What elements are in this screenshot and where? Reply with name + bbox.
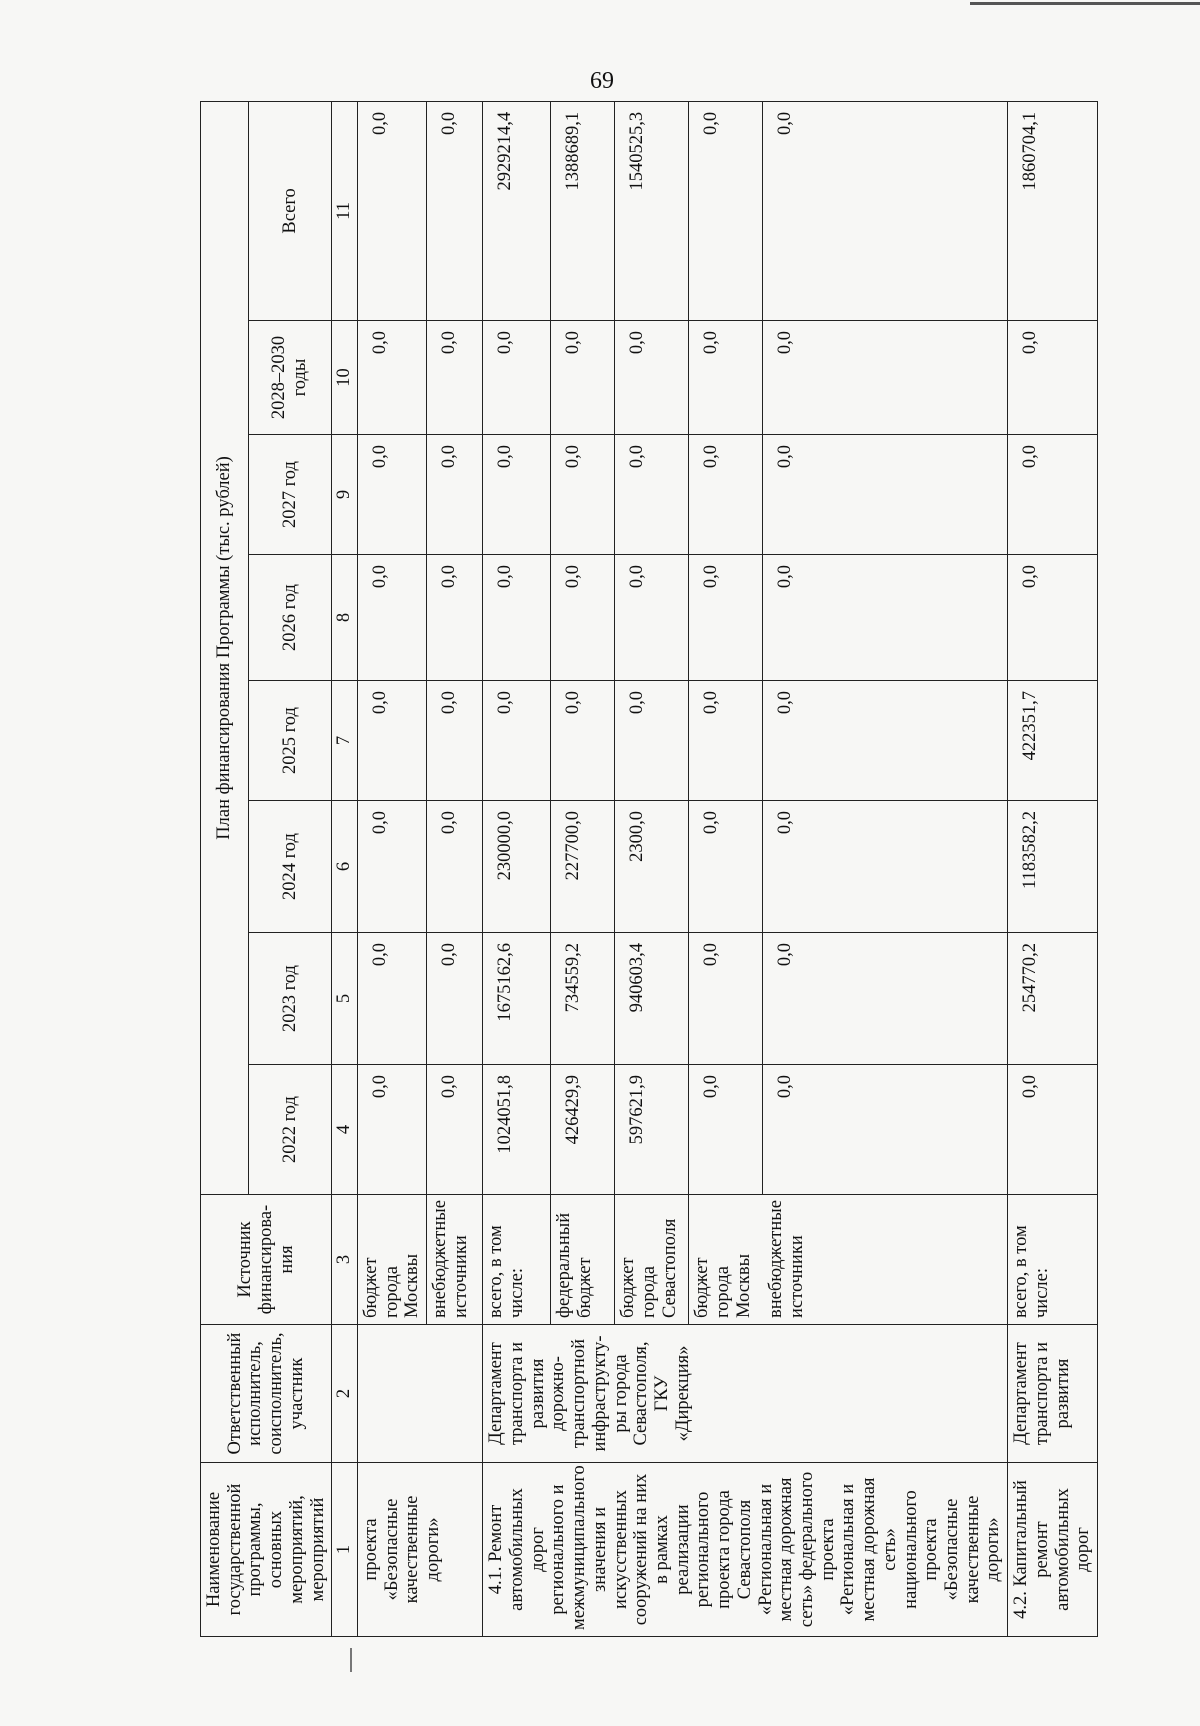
- value-cell: 2929214,4: [483, 101, 551, 320]
- program-name: 4.1. Ремонт автомобильных дорог регионального и межмуниципального значения и искусственных сооружений на них в рамках реализации регионального проекта города Севастополя «Региональная и местная дорожная сеть» федерального проекта «Региональная и местная дорожная сеть» национального проекта «Безопасные качественные дороги»: [483, 1463, 1008, 1637]
- value-cell: 0,0: [483, 555, 551, 681]
- col-index: 7: [332, 681, 358, 801]
- value-cell: 0,0: [689, 435, 763, 555]
- value-cell: 0,0: [615, 321, 689, 435]
- value-cell: 0,0: [615, 681, 689, 801]
- value-cell: 0,0: [615, 435, 689, 555]
- col-index: 6: [332, 801, 358, 933]
- rotated-table-container: [200, 102, 1200, 1637]
- value-cell: 1183582,2: [1008, 801, 1098, 933]
- header-source: Источник финансирова-ния: [201, 1195, 332, 1325]
- value-cell: 0,0: [483, 681, 551, 801]
- col-index: 1: [332, 1463, 358, 1637]
- table-row: [358, 101, 427, 1636]
- header-year-2025: 2025 год: [248, 681, 332, 801]
- value-cell: 0,0: [762, 801, 1007, 933]
- value-cell: 0,0: [689, 101, 763, 320]
- value-cell: 0,0: [483, 321, 551, 435]
- value-cell: 422351,7: [1008, 681, 1098, 801]
- source: внебюджетные источники: [762, 1195, 1007, 1325]
- source: всего, в том числе:: [483, 1195, 551, 1325]
- value-cell: 0,0: [615, 555, 689, 681]
- value-cell: 0,0: [427, 1065, 483, 1195]
- value-cell: 0,0: [427, 321, 483, 435]
- value-cell: 230000,0: [483, 801, 551, 933]
- value-cell: 0,0: [358, 933, 427, 1065]
- table-row: [1008, 101, 1098, 1636]
- value-cell: 1540525,3: [615, 101, 689, 320]
- col-index: 5: [332, 933, 358, 1065]
- value-cell: 2300,0: [615, 801, 689, 933]
- value-cell: 0,0: [358, 801, 427, 933]
- financing-plan-table: [200, 101, 1098, 1637]
- header-executor: Ответственный исполнитель, соисполнитель, участник: [201, 1325, 332, 1463]
- col-index: 4: [332, 1065, 358, 1195]
- col-index: 11: [332, 101, 358, 320]
- value-cell: 0,0: [358, 101, 427, 320]
- value-cell: 0,0: [427, 681, 483, 801]
- value-cell: 0,0: [689, 321, 763, 435]
- value-cell: 254770,2: [1008, 933, 1098, 1065]
- source: федеральный бюджет: [551, 1195, 615, 1325]
- value-cell: 0,0: [1008, 555, 1098, 681]
- header-year-2028-2030: 2028–2030 годы: [248, 321, 332, 435]
- column-index-row: [332, 101, 358, 1636]
- value-cell: 0,0: [762, 1065, 1007, 1195]
- value-cell: 0,0: [358, 1065, 427, 1195]
- value-cell: 0,0: [689, 801, 763, 933]
- value-cell: 0,0: [358, 555, 427, 681]
- value-cell: 0,0: [689, 933, 763, 1065]
- value-cell: 0,0: [358, 681, 427, 801]
- value-cell: 0,0: [551, 681, 615, 801]
- header-total: Всего: [248, 101, 332, 320]
- source: бюджет города Москвы: [689, 1195, 763, 1325]
- header-name: Наименование государственной программы, основных мероприятий, мероприятий: [201, 1463, 332, 1637]
- value-cell: 0,0: [1008, 1065, 1098, 1195]
- page-number: 69: [590, 68, 614, 94]
- source: всего, в том числе:: [1008, 1195, 1098, 1325]
- executor: Департамент транспорта и развития дорожно-транспортной инфраструкту-ры города Севастополя, ГКУ «Дирекция»: [483, 1325, 1008, 1463]
- header-row-1: [201, 101, 249, 1636]
- value-cell: 0,0: [689, 681, 763, 801]
- executor: Департамент транспорта и развития: [1008, 1325, 1098, 1463]
- value-cell: 0,0: [762, 101, 1007, 320]
- scan-edge-line: [970, 2, 1200, 5]
- value-cell: 0,0: [762, 555, 1007, 681]
- header-year-2026: 2026 год: [248, 555, 332, 681]
- value-cell: 940603,4: [615, 933, 689, 1065]
- value-cell: 0,0: [427, 435, 483, 555]
- value-cell: 0,0: [1008, 435, 1098, 555]
- col-index: 3: [332, 1195, 358, 1325]
- value-cell: 1388689,1: [551, 101, 615, 320]
- value-cell: 0,0: [762, 681, 1007, 801]
- value-cell: 0,0: [551, 435, 615, 555]
- value-cell: 0,0: [689, 1065, 763, 1195]
- header-year-2022: 2022 год: [248, 1065, 332, 1195]
- source: бюджет города Севастополя: [615, 1195, 689, 1325]
- value-cell: 0,0: [427, 933, 483, 1065]
- source: внебюджетные источники: [427, 1195, 483, 1325]
- scan-artifact: [350, 1648, 352, 1672]
- value-cell: 1860704,1: [1008, 101, 1098, 320]
- value-cell: 0,0: [427, 801, 483, 933]
- value-cell: 0,0: [762, 435, 1007, 555]
- value-cell: 0,0: [551, 321, 615, 435]
- col-index: 2: [332, 1325, 358, 1463]
- value-cell: 426429,9: [551, 1065, 615, 1195]
- value-cell: 0,0: [358, 321, 427, 435]
- header-year-2023: 2023 год: [248, 933, 332, 1065]
- value-cell: 1024051,8: [483, 1065, 551, 1195]
- value-cell: 0,0: [762, 933, 1007, 1065]
- value-cell: 597621,9: [615, 1065, 689, 1195]
- value-cell: 0,0: [762, 321, 1007, 435]
- value-cell: 0,0: [689, 555, 763, 681]
- value-cell: 0,0: [358, 435, 427, 555]
- col-index: 10: [332, 321, 358, 435]
- col-index: 8: [332, 555, 358, 681]
- header-year-2027: 2027 год: [248, 435, 332, 555]
- value-cell: 734559,2: [551, 933, 615, 1065]
- header-plan: План финансирования Программы (тыс. рублей): [201, 101, 249, 1194]
- value-cell: 0,0: [427, 101, 483, 320]
- value-cell: 0,0: [427, 555, 483, 681]
- source: бюджет города Москвы: [358, 1195, 427, 1325]
- header-year-2024: 2024 год: [248, 801, 332, 933]
- value-cell: 227700,0: [551, 801, 615, 933]
- value-cell: 0,0: [551, 555, 615, 681]
- program-name: 4.2. Капитальный ремонт автомобильных дорог: [1008, 1463, 1098, 1637]
- value-cell: 0,0: [483, 435, 551, 555]
- program-name: проекта «Безопасные качественные дороги»: [358, 1463, 483, 1637]
- table-row: [483, 101, 551, 1636]
- executor: [358, 1325, 483, 1463]
- value-cell: 0,0: [1008, 321, 1098, 435]
- value-cell: 1675162,6: [483, 933, 551, 1065]
- col-index: 9: [332, 435, 358, 555]
